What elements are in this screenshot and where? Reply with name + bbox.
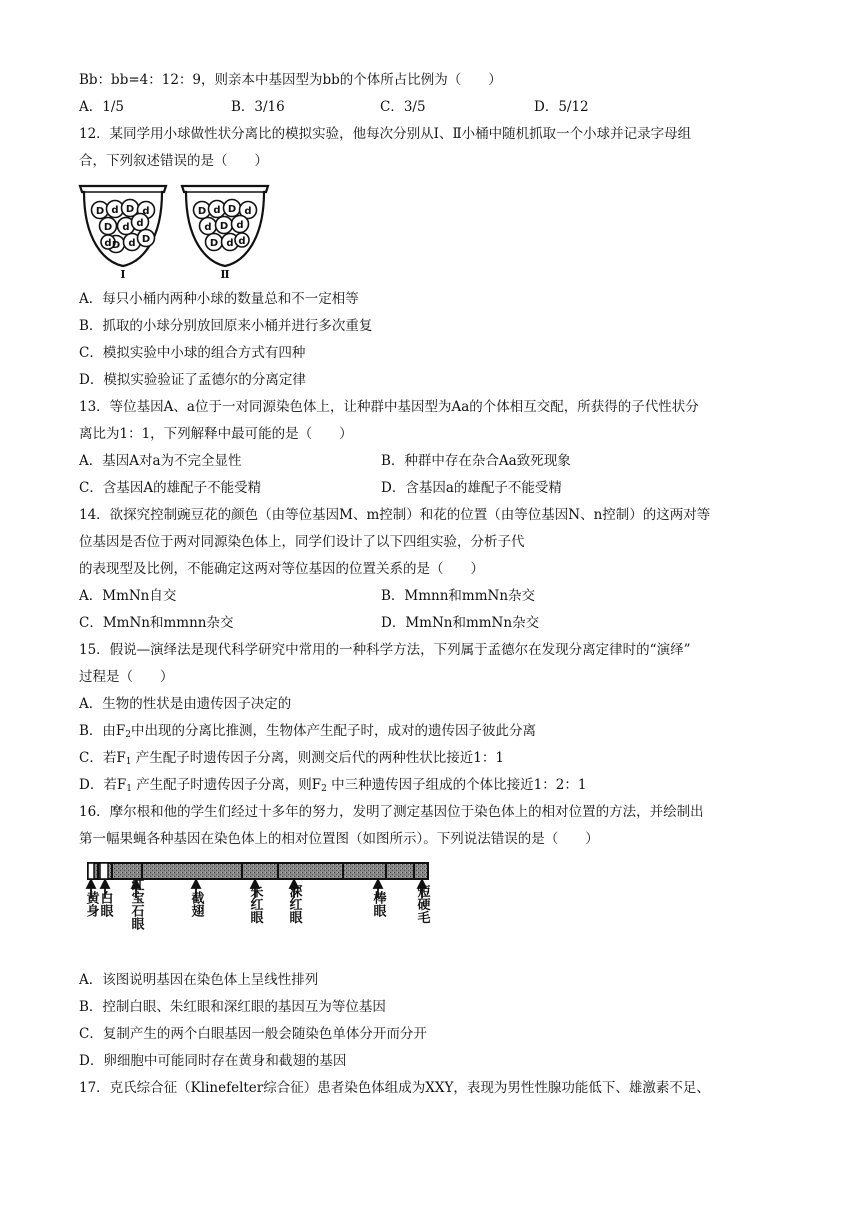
bucket-2 [182,186,268,280]
q14-stem-line3: 的表现型及比例，不能确定这两对等位基因的位置关系的是（ ） [79,561,484,577]
q14-option-b: B．Mmnn和mmNn杂交 [381,588,536,604]
q16-option-c: C．复制产生的两个白眼基因一般会随染色单体分开而分开 [79,1026,427,1042]
svg-text:d: d [142,206,150,217]
svg-text:D: D [141,234,151,245]
q14-stem-line1: 14．欲探究控制豌豆花的颜色（由等位基因M、m控制）和花的位置（由等位基因N、n控制）的这两对等 [79,507,711,523]
svg-text:d: d [128,238,136,249]
q13-option-d: D．含基因a的雄配子不能受精 [381,480,562,496]
q15-stem-line1: 15．假说—演绎法是现代科学研究中常用的一种科学方法，下列属于孟德尔在发现分离定律时的“演绎” [79,642,691,658]
svg-text:d: d [238,236,246,247]
svg-text:D: D [103,222,113,233]
q11-option-c: C．3/5 [380,99,426,115]
q15-option-a: A．生物的性状是由遗传因子决定的 [79,696,292,712]
q14-option-a: A．MmNn自交 [79,588,177,604]
chromosome-bar [88,863,428,879]
q17-stem-line1: 17．克氏综合征（Klinefelter综合征）患者染色体组成为XXY，表现为男性性腺功能低下、雄激素不足、 [79,1080,710,1096]
q11-option-b: B．3/16 [231,99,285,115]
svg-text:D: D [197,206,207,217]
svg-text:d: d [204,222,212,233]
bucket-2-label: Ⅱ [220,268,230,280]
gene-label: 棒眼 [370,891,386,917]
svg-text:D: D [95,206,105,217]
q14-option-d: D．MmNn和mmNn杂交 [381,615,540,631]
q13-options-row1 [79,451,779,471]
svg-text:d: d [111,205,119,216]
q12-option-c: C．模拟实验中小球的组合方式有四种 [79,345,306,361]
svg-text:D: D [227,204,237,215]
q12-stem-line2: 合，下列叙述错误的是（ ） [79,153,268,169]
q15-option-d: D．若$F_1$ 产生配子时遗传因子分离，则$F_2$ 中三种遗传因子组成的个体比接近1：2：1 [79,777,587,794]
chromosome-gene-map [78,856,438,956]
gene-label: 红宝石眼 [128,878,144,930]
q16-option-d: D．卵细胞中可能同时存在黄身和截翅的基因 [79,1053,347,1069]
svg-text:d: d [244,206,252,217]
gene-label: 截翅 [188,891,204,917]
svg-text:d: d [136,218,144,229]
q13-stem-line1: 13．等位基因A、a位于一对同源染色体上，让种群中基因型为Aa的个体相互交配，所获得的子代性状分 [79,399,699,415]
gene-label: 白眼 [97,891,113,917]
q14-stem-line2: 位基因是否位于两对同源染色体上，同学们设计了以下四组实验，分析子代 [79,534,525,550]
q16-stem-line2: 第一幅果蝇各种基因在染色体上的相对位置图（如图所示）。下列说法错误的是（ ） [79,831,599,847]
svg-text:D: D [111,240,121,251]
q11-options [79,97,779,117]
gene-label: 短硬毛 [414,884,430,924]
svg-text:D: D [209,238,219,249]
q12-option-d: D．模拟实验验证了孟德尔的分离定律 [79,372,306,388]
svg-text:d: d [226,238,234,249]
gene-label: 深红眼 [286,884,302,924]
q16-option-a: A．该图说明基因在染色体上呈线性排列 [79,972,319,988]
bucket-1-label: Ⅰ [120,268,126,280]
q13-stem-line2: 离比为1：1，下列解释中最可能的是（ ） [79,426,353,442]
gene-label: 朱红眼 [247,884,263,924]
q13-option-b: B．种群中存在杂合Aa致死现象 [381,453,571,469]
svg-text:d: d [122,222,130,233]
bucket-figure [78,180,278,280]
q13-option-c: C．含基因A的雄配子不能受精 [79,480,262,496]
svg-text:d: d [236,220,244,231]
svg-text:d: d [104,238,112,249]
gene-label: 黄身 [83,891,99,917]
q16-option-b: B．控制白眼、朱红眼和深红眼的基因互为等位基因 [79,999,386,1015]
q11-option-a: A．1/5 [79,99,124,115]
q12-option-b: B．抓取的小球分别放回原来小桶并进行多次重复 [79,318,373,334]
q12-stem-line1: 12．某同学用小球做性状分离比的模拟实验，他每次分别从Ⅰ、Ⅱ小桶中随机抓取一个小球并记录字母组 [79,126,692,142]
svg-text:d: d [213,205,221,216]
bucket-1 [80,186,166,280]
q12-option-a: A．每只小桶内两种小球的数量总和不一定相等 [79,291,359,307]
q13-option-a: A．基因A对a为不完全显性 [79,453,242,469]
q14-options-row2 [79,613,779,633]
svg-text:D: D [125,204,135,215]
q14-options-row1 [79,586,779,606]
q15-stem-line2: 过程是（ ） [79,669,174,685]
q13-options-row2 [79,478,779,498]
q11-option-d: D．5/12 [534,99,589,115]
q11-stem: Bb：bb=4：12：9，则亲本中基因型为bb的个体所占比例为（ ） [79,72,502,88]
q14-option-c: C．MmNn和mmnn杂交 [79,615,234,631]
svg-text:D: D [219,221,229,232]
q16-stem-line1: 16．摩尔根和他的学生们经过十多年的努力，发明了测定基因位于染色体上的相对位置的方法，并绘制出 [79,804,704,820]
q15-option-c: C．若$F_1$ 产生配子时遗传因子分离，则测交后代的两种性状比接近1：1 [79,750,504,767]
q15-option-b: B．由$F_2$中出现的分离比推测，生物体产生配子时，成对的遗传因子彼此分离 [79,723,537,740]
